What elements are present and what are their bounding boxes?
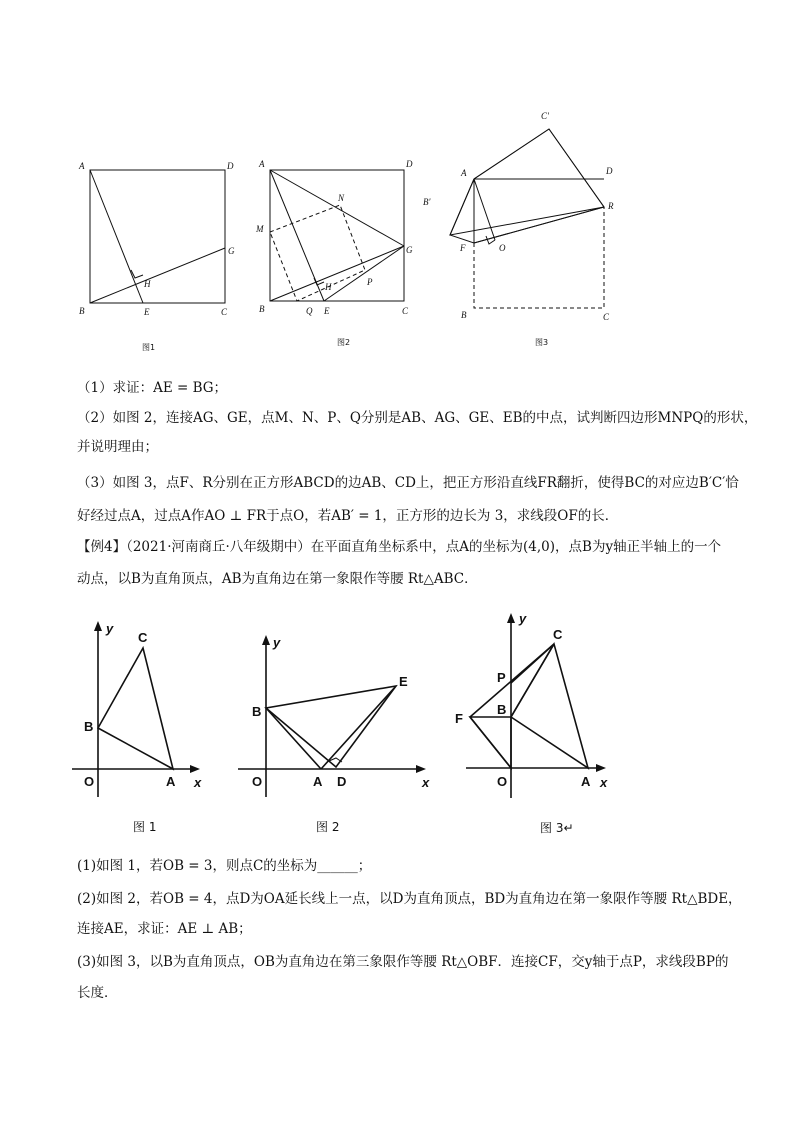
- question-1: （1）求证：AE = BG；: [77, 380, 228, 396]
- quadrilateral-mnpq: [270, 205, 365, 301]
- label-a: A: [461, 168, 467, 178]
- figure-3-fold: [418, 105, 628, 350]
- segment-ag: [270, 170, 404, 246]
- label-g: G: [406, 245, 413, 255]
- label-g: G: [228, 246, 235, 256]
- x-axis-arrow: [416, 765, 426, 773]
- label-p: P: [367, 277, 373, 287]
- part-3-line2: 长度．: [77, 985, 118, 1001]
- x-axis-arrow: [190, 765, 200, 773]
- question-3-line1: （3）如图 3，点F、R分别在正方形ABCD的边AB、CD上，把正方形沿直线FR翻折，使得BC的对应边B′C′恰: [77, 475, 739, 491]
- label-x: x: [194, 775, 202, 790]
- segment-pc: [511, 644, 554, 683]
- label-c: C: [553, 627, 563, 642]
- figure-caption: 图3: [535, 338, 549, 347]
- label-d: D: [406, 159, 413, 169]
- label-x: x: [422, 775, 430, 790]
- example-4-line2: 动点，以B为直角顶点，AB为直角边在第一象限作等腰 Rt△ABC．: [77, 571, 478, 587]
- figure-caption: 图 2: [316, 820, 340, 834]
- label-a: A: [259, 159, 265, 169]
- figure-caption: 图1: [142, 343, 156, 352]
- figure-caption: 图2: [337, 338, 351, 347]
- label-a: A: [581, 774, 591, 789]
- question-2-line1: （2）如图 2，连接AG、GE，点M、N、P、Q分别是AB、AG、GE、EB的中点，试判断四边形MNPQ的形状，: [77, 410, 758, 426]
- square-abcd: [90, 170, 225, 303]
- part-2-line2: 连接AE，求证：AE ⊥ AB；: [77, 921, 252, 937]
- label-a: A: [166, 774, 176, 789]
- label-e: E: [144, 307, 150, 317]
- segment-ba: [266, 708, 321, 769]
- folded-square-edges: [450, 129, 604, 243]
- label-b: B: [252, 704, 262, 719]
- label-c: C: [402, 306, 409, 316]
- coordinate-figure-1: [70, 615, 220, 840]
- label-b: B: [497, 702, 507, 717]
- label-c: C: [603, 312, 610, 322]
- label-r: R: [608, 201, 614, 211]
- coordinate-figure-2: [236, 615, 436, 840]
- label-b: B: [259, 304, 265, 314]
- label-y: y: [273, 635, 281, 650]
- original-square: [474, 207, 604, 308]
- y-axis-arrow: [94, 621, 102, 631]
- label-a: A: [313, 774, 323, 789]
- segment-ob: [470, 717, 511, 768]
- label-e: E: [324, 306, 330, 316]
- label-h: H: [144, 279, 151, 289]
- label-o: O: [252, 774, 263, 789]
- figure-caption: 图 3↵: [540, 821, 574, 835]
- segment-ae: [321, 686, 396, 769]
- question-2-line2: 并说明理由；: [77, 439, 158, 455]
- label-b: B: [461, 310, 467, 320]
- label-c: C: [221, 307, 228, 317]
- segment-ae: [90, 170, 143, 303]
- triangle-abc: [98, 648, 173, 769]
- label-c: C: [138, 630, 148, 645]
- label-y: y: [519, 611, 527, 626]
- part-2-line1: (2)如图 2，若OB = 4，点D为OA延长线上一点，以D为直角顶点，BD为直角边在第一象限作等腰 Rt△BDE，: [77, 891, 742, 907]
- label-h: H: [325, 282, 332, 292]
- label-b-prime: B': [423, 197, 431, 207]
- part-3-line1: (3)如图 3，以B为直角顶点，OB为直角边在第三象限作等腰 Rt△OBF．连接CF，交y轴于点P，求线段BP的: [77, 954, 729, 970]
- label-p: P: [497, 670, 506, 685]
- figure-2-square: [254, 150, 434, 360]
- segment-ao: [474, 179, 495, 240]
- label-e: E: [399, 674, 408, 689]
- triangle-abc: [511, 644, 588, 768]
- label-x: x: [600, 775, 608, 790]
- label-o: O: [499, 243, 506, 253]
- label-d: D: [337, 774, 347, 789]
- label-y: y: [106, 621, 114, 636]
- label-n: N: [338, 193, 345, 203]
- figure-1-square: [70, 150, 250, 360]
- y-axis-arrow: [262, 635, 270, 645]
- segment-bg: [90, 248, 225, 303]
- label-d: D: [606, 166, 613, 176]
- label-c-prime: C': [541, 111, 549, 121]
- label-o: O: [497, 774, 508, 789]
- label-b: B: [79, 306, 85, 316]
- segment-fr: [474, 207, 604, 243]
- label-d: D: [227, 161, 234, 171]
- label-q: Q: [306, 306, 313, 316]
- label-a: A: [79, 161, 85, 171]
- label-m: M: [256, 224, 264, 234]
- y-axis-arrow: [507, 613, 515, 623]
- label-f: F: [460, 243, 466, 253]
- square-abcd: [270, 170, 404, 301]
- label-o: O: [84, 774, 95, 789]
- figure-caption: 图 1: [133, 820, 157, 834]
- segment-bg: [270, 246, 404, 301]
- label-b: B: [84, 719, 94, 734]
- segment-bc-inner: [511, 644, 554, 717]
- question-3-line2: 好经过点A，过点A作AO ⊥ FR于点O，若AB′ = 1，正方形的边长为 3，求线段OF的长．: [77, 508, 619, 524]
- label-f: F: [455, 711, 463, 726]
- coordinate-figure-3: [450, 605, 630, 840]
- example-4-line1: 【例4】（2021·河南商丘·八年级期中）在平面直角坐标系中，点A的坐标为(4,0)，点B为y轴正半轴上的一个: [77, 539, 722, 555]
- x-axis-arrow: [596, 764, 606, 772]
- triangle-bde: [266, 686, 396, 767]
- part-1: (1)如图 1，若OB = 3，则点C的坐标为______；: [77, 858, 372, 874]
